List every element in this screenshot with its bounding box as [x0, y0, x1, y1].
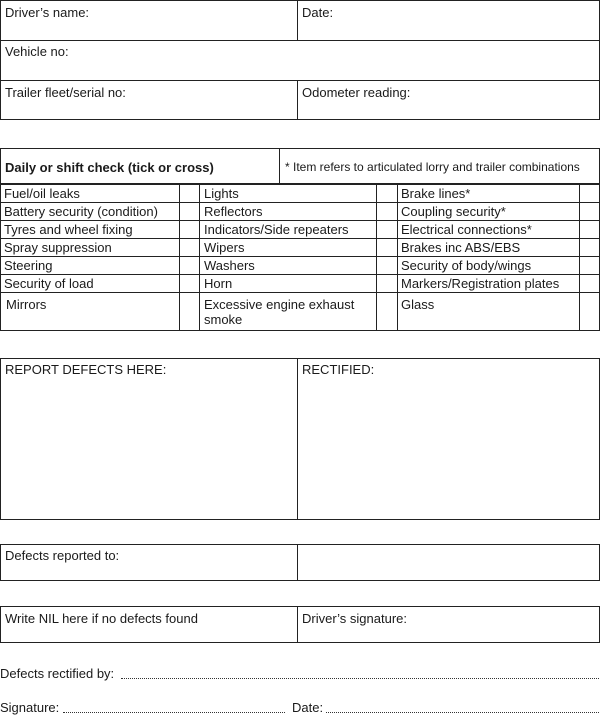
tick-box[interactable]: [377, 185, 396, 330]
check-item: Electrical connections*: [401, 222, 532, 237]
footer-date-label: Date:: [292, 700, 324, 715]
check-item: Lights: [204, 186, 239, 201]
report-defects-label: REPORT DEFECTS HERE:: [5, 362, 167, 377]
check-item: Wipers: [204, 240, 245, 255]
drivers-signature-label: Driver’s signature:: [302, 611, 408, 626]
check-item: Security of body/wings: [401, 258, 532, 273]
check-item: Reflectors: [204, 204, 263, 219]
check-item: Horn: [204, 276, 233, 291]
check-item: Battery security (condition): [4, 204, 158, 219]
tick-box[interactable]: [580, 185, 599, 330]
signature-line[interactable]: [63, 712, 285, 713]
check-item: Glass: [401, 297, 435, 312]
check-title: Daily or shift check (tick or cross): [5, 160, 214, 175]
check-item: Brake lines*: [401, 186, 471, 201]
check-item: Tyres and wheel fixing: [4, 222, 133, 237]
footer-date-line[interactable]: [326, 712, 599, 713]
report-defects-box[interactable]: [0, 358, 600, 520]
odometer-field[interactable]: Odometer reading:: [302, 85, 411, 100]
articulated-note: * Item refers to articulated lorry and trailer combinations: [285, 160, 580, 174]
vehicle-no-field[interactable]: Vehicle no:: [5, 44, 69, 59]
check-item: Brakes inc ABS/EBS: [401, 240, 521, 255]
defects-rectified-by-label: Defects rectified by:: [0, 666, 115, 681]
check-item: Steering: [4, 258, 53, 273]
check-item: Fuel/oil leaks: [4, 186, 80, 201]
check-item: Security of load: [4, 276, 94, 291]
check-item: Indicators/Side repeaters: [204, 222, 349, 237]
write-nil-label: Write NIL here if no defects found: [5, 611, 198, 626]
check-item: Mirrors: [6, 297, 47, 312]
defects-reported-to-label: Defects reported to:: [5, 548, 120, 563]
date-field[interactable]: Date:: [302, 5, 334, 20]
signature-label: Signature:: [0, 700, 60, 715]
header-box: [0, 0, 600, 120]
check-item: Excessive engine exhaust smoke: [204, 297, 355, 327]
rectified-label: RECTIFIED:: [302, 362, 375, 377]
trailer-serial-field[interactable]: Trailer fleet/serial no:: [5, 85, 126, 100]
rectified-by-line[interactable]: [121, 678, 599, 679]
check-item: Washers: [204, 258, 255, 273]
check-item: Spray suppression: [4, 240, 112, 255]
drivers-name-field[interactable]: Driver’s name:: [5, 5, 90, 20]
check-item: Markers/Registration plates: [401, 276, 560, 291]
tick-box[interactable]: [180, 185, 198, 330]
check-item: Coupling security*: [401, 204, 506, 219]
